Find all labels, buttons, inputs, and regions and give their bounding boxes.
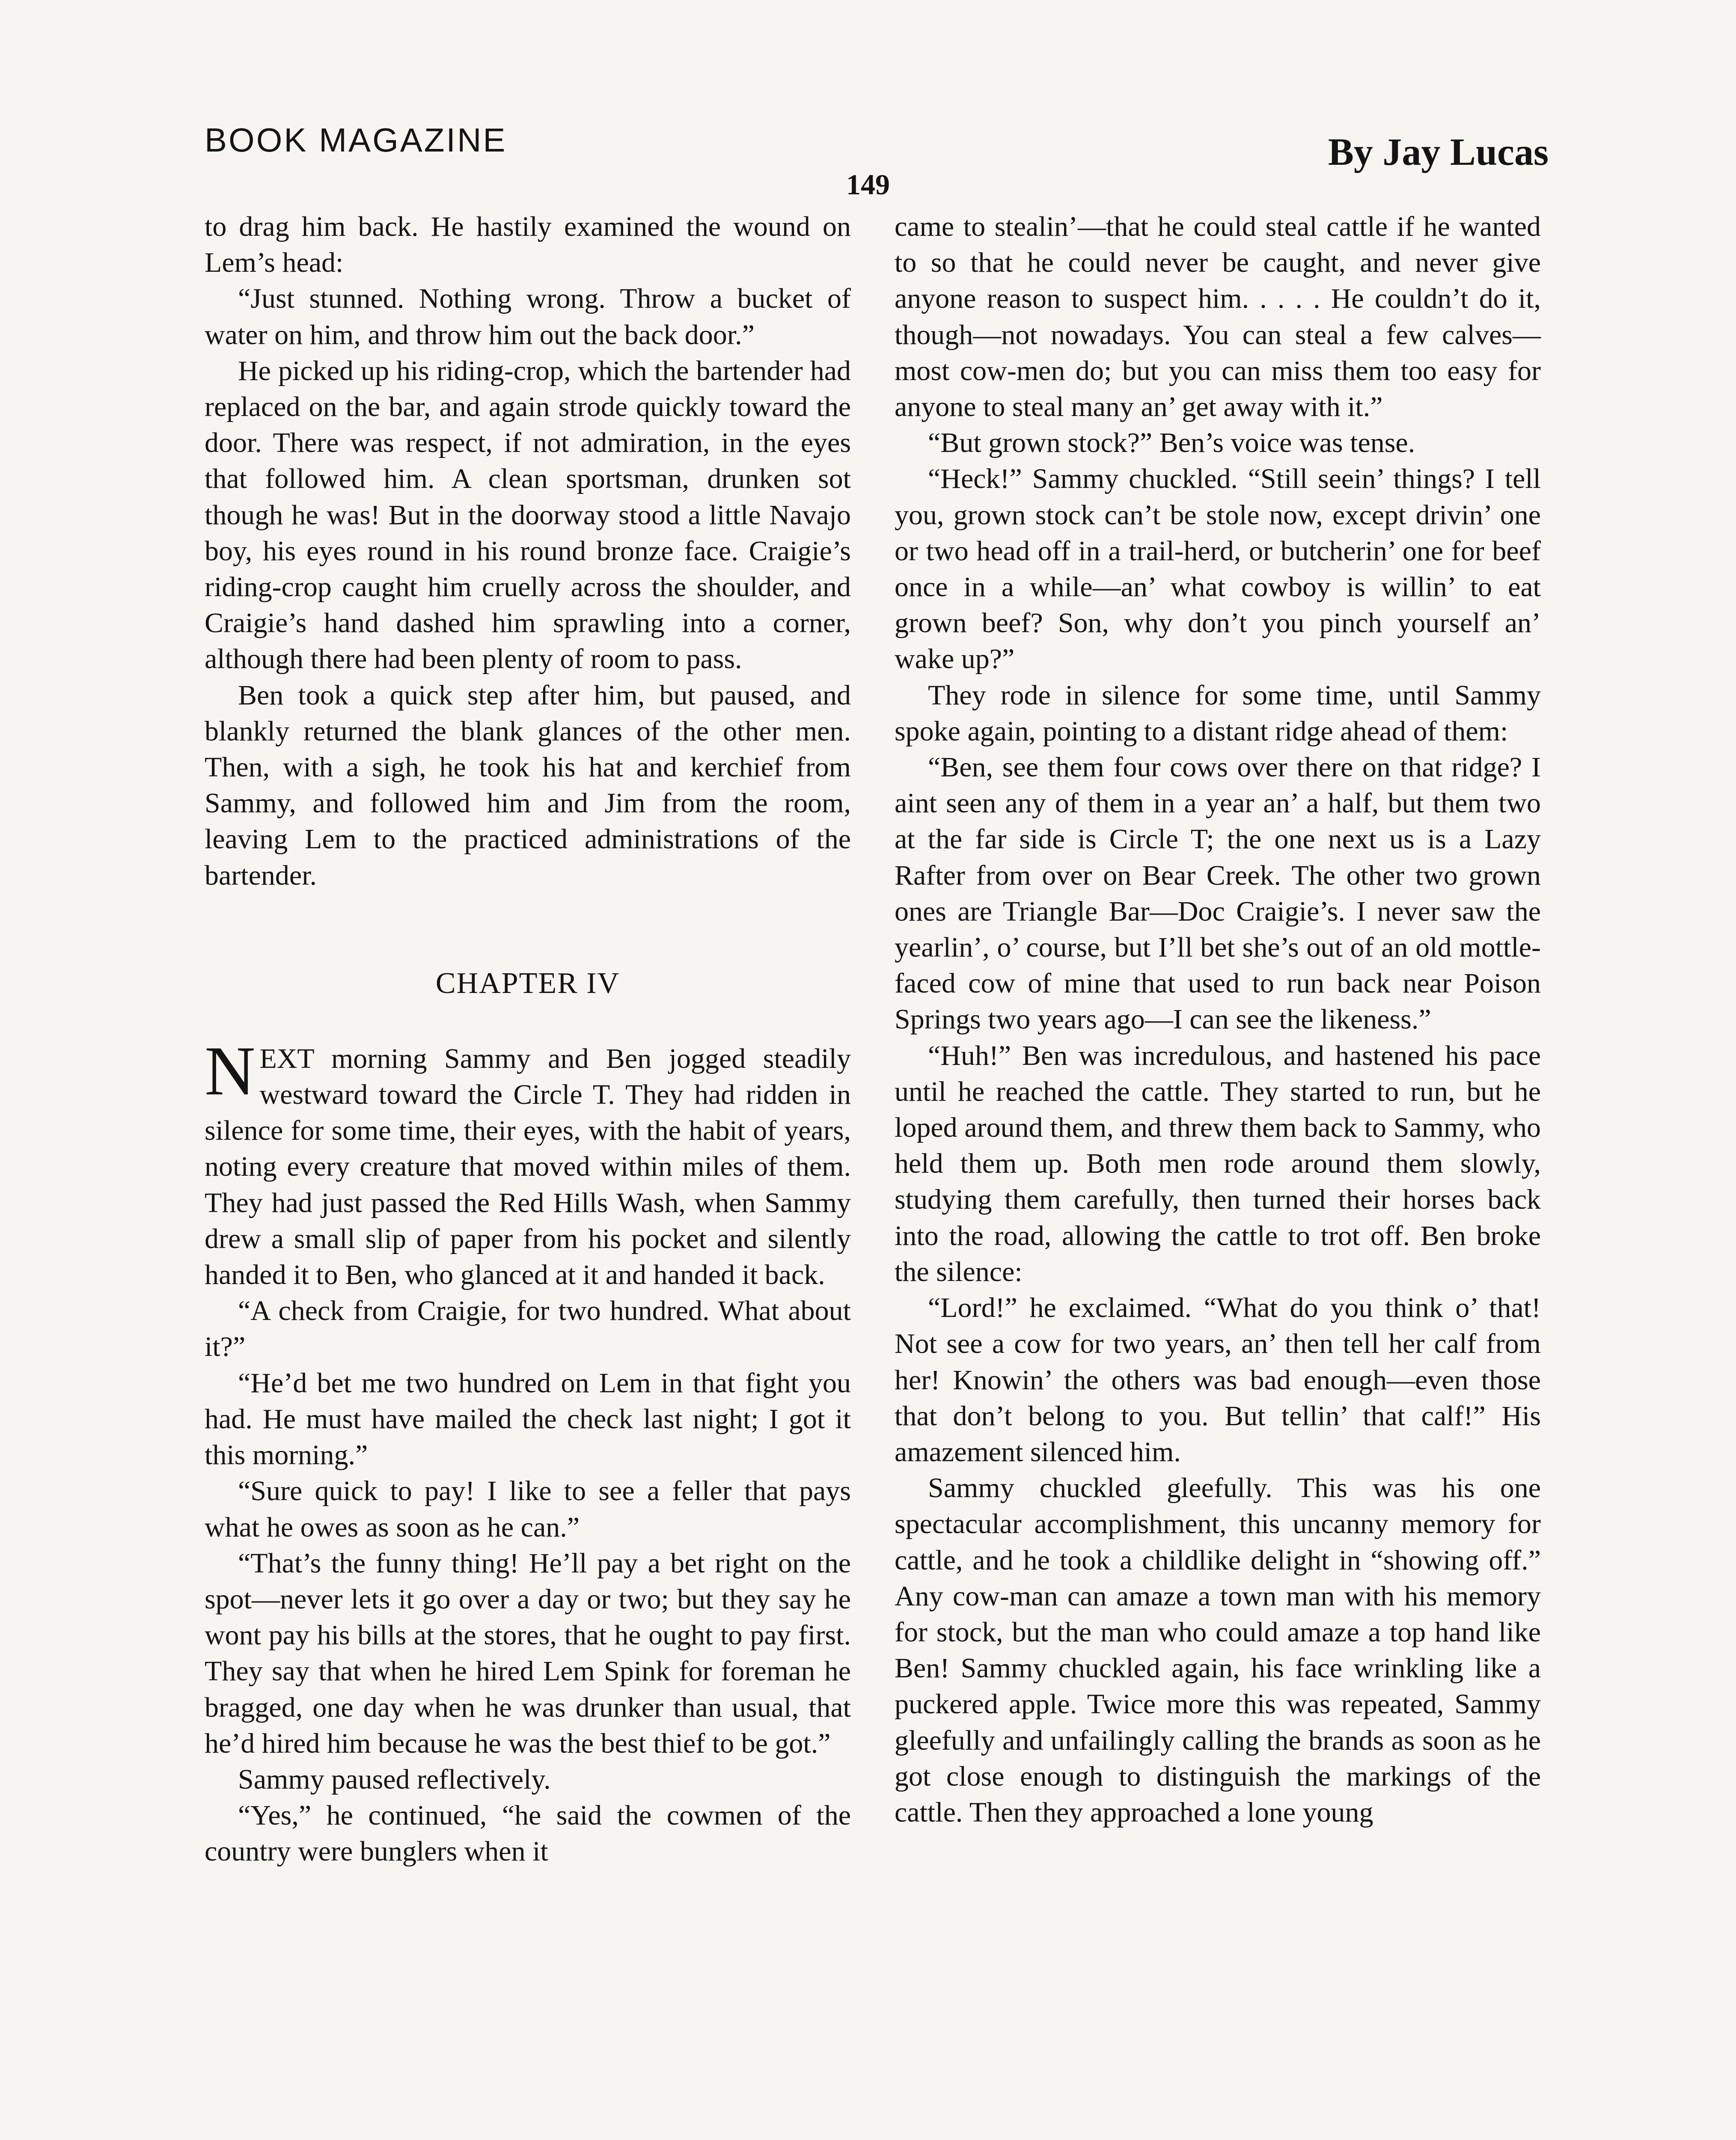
left-column xyxy=(205,209,851,1870)
paragraph: came to stealin’—that he could steal cattle if he wanted to so that he could never be caught, and never give anyone reason to suspect him. . . . . He couldn’t do it, though—not nowadays. You can steal a few calves—most cow-men do; but you can miss them too easy for anyone to steal many an’ get away with it.” xyxy=(895,211,1541,423)
paragraph: “Heck!” Sammy chuckled. “Still seein’ things? I tell you, grown stock can’t be stole now, except drivin’ one or two head off in a trail-herd, or butcherin’ one for beef once in a while—an’ what cowboy is willin’ to eat grown beef? Son, why don’t you pinch yourself an’ wake up?” xyxy=(895,463,1541,675)
paragraph: “That’s the funny thing! He’ll pay a bet right on the spot—never lets it go over a day or two; but they say he wont pay his bills at the stores, that he ought to pay first. They say that when he hired Lem Spink for foreman he bragged, one day when he was drunker than usual, that he’d hired him because he was the best thief to be got.” xyxy=(205,1547,851,1759)
page-header xyxy=(205,121,1549,173)
paragraph: Ben took a quick step after him, but paused, and blankly returned the blank glances of the other men. Then, with a sigh, he took his hat and kerchief from Sammy, and followed him and Jim from the room, leaving Lem to the practiced administrations of the bartender. xyxy=(205,679,851,891)
paragraph: “He’d bet me two hundred on Lem in that fight you had. He must have mailed the check last night; I got it this morning.” xyxy=(205,1367,851,1471)
paragraph: Sammy chuckled gleefully. This was his one spectacular accomplishment, this uncanny memory for cattle, and he took a childlike delight in “showing off.” Any cow-man can amaze a town man with his memory for stock, but the man who could amaze a top hand like Ben! Sammy chuckled again, his face wrinkling like a puckered apple. Twice more this was repeated, Sammy gleefully and unfailingly calling the brands as soon as he got close enough to distinguish the markings of the cattle. Then they approached a lone young xyxy=(895,1472,1541,1828)
author-byline: By Jay Lucas xyxy=(1328,131,1549,173)
right-column xyxy=(895,209,1541,1831)
paragraph: He picked up his riding-crop, which the bartender had replaced on the bar, and again strode quickly toward the door. There was respect, if not admiration, in the eyes that followed him. A clean sportsman, drunken sot though he was! But in the doorway stood a little Navajo boy, his eyes round in his round bronze face. Craigie’s riding-crop caught him cruelly across the shoulder, and Craigie’s hand dashed him sprawling into a corner, although there had been plenty of room to pass. xyxy=(205,355,851,675)
paragraph: They rode in silence for some time, until Sammy spoke again, pointing to a distant ridge ahead of them: xyxy=(895,679,1541,747)
paragraph: to drag him back. He hastily examined the wound on Lem’s head: xyxy=(205,211,851,279)
page-number: 149 xyxy=(846,168,890,201)
paragraph: “But grown stock?” Ben’s voice was tense. xyxy=(928,427,1415,459)
paragraph: “Yes,” he continued, “he said the cowmen of the country were bunglers when it xyxy=(205,1800,851,1867)
paragraph: “Huh!” Ben was incredulous, and hastened his pace until he reached the cattle. They started to run, but he loped around them, and threw them back to Sammy, who held them up. Both men rode around them slowly, studying them carefully, then turned their horses back into the road, allowing the cattle to trot off. Ben broke the silence: xyxy=(895,1040,1541,1287)
chapter-opening-paragraph xyxy=(205,1032,851,1293)
paragraph: “Just stunned. Nothing wrong. Throw a bucket of water on him, and throw him out the back door.” xyxy=(205,283,851,351)
paragraph: Sammy paused reflectively. xyxy=(238,1763,551,1795)
drop-cap: N xyxy=(205,1032,256,1110)
paragraph: “Lord!” he exclaimed. “What do you think o’ that! Not see a cow for two years, an’ then tell her calf from her! Knowin’ the others was bad enough—even those that don’t belong to you. But tellin’ that calf!” His amazement silenced him. xyxy=(895,1292,1541,1468)
chapter-heading: CHAPTER IV xyxy=(435,966,620,1000)
paragraph: “A check from Craigie, for two hundred. What about it?” xyxy=(205,1295,851,1363)
paragraph: “Ben, see them four cows over there on that ridge? I aint seen any of them in a year an’ a half, but them two at the far side is Circle T; the one next us is a Lazy Rafter from over on Bear Creek. The other two grown ones are Triangle Bar—Doc Craigie’s. I never saw the yearlin’, o’ course, but I’ll bet she’s out of an old mottle-faced cow of mine that used to run back near Poison Springs two years ago—I can see the likeness.” xyxy=(895,752,1541,1035)
chapter-opening-text: EXT morning Sammy and Ben jogged steadily westward toward the Circle T. They had ridden in silence for some time, their eyes, with the habit of years, noting every creature that moved within miles of them. They had just passed the Red Hills Wash, when Sammy drew a small slip of paper from his pocket and silently handed it to Ben, who glanced at it and handed it back. xyxy=(205,1043,851,1291)
magazine-title: BOOK MAGAZINE xyxy=(205,121,507,159)
paragraph: “Sure quick to pay! I like to see a feller that pays what he owes as soon as he can.” xyxy=(205,1475,851,1543)
